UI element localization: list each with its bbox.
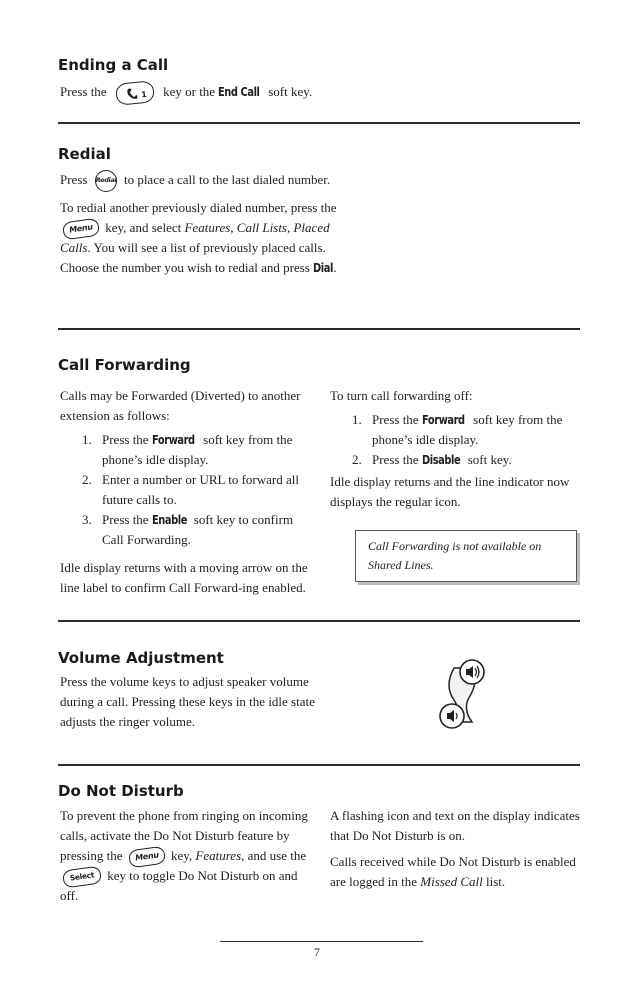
redial-p1-before: Press xyxy=(60,172,88,187)
step-text: Enter a number or URL to forward all future calls to. xyxy=(102,472,299,507)
redial-p1-after: to place a call to the last dialed number. xyxy=(123,172,331,187)
footer-rule xyxy=(220,941,423,942)
call-forwarding-off-intro: To turn call forwarding off: xyxy=(330,388,473,403)
step-text: soft key from the phone’s idle display. xyxy=(372,412,563,447)
step-text: soft key. xyxy=(467,452,512,467)
menu-key-label: Menu xyxy=(134,850,159,863)
redial-body xyxy=(60,170,340,278)
end-call-key-icon xyxy=(115,80,155,106)
dnd-p1-mid: key, xyxy=(170,848,193,863)
dnd-p1-after: key to toggle Do Not Disturb on and off. xyxy=(60,868,298,904)
ending-call-text-middle: key or the xyxy=(163,84,216,99)
step-text: Press the xyxy=(372,412,419,427)
call-forwarding-intro: Calls may be Forwarded (Diverted) to another extension as follows: xyxy=(60,388,301,423)
call-forwarding-right-column xyxy=(330,386,580,512)
redial-p2-before: To redial another previously dialed number, press the xyxy=(60,200,337,216)
volume-keys-icon xyxy=(432,656,492,732)
redial-p2-mid: key, and select xyxy=(105,220,182,236)
dnd-right-p2-after: list. xyxy=(485,874,506,889)
select-key-icon xyxy=(62,865,102,888)
step-text: Press the xyxy=(372,452,419,467)
call-forwarding-off-note: Idle display returns and the line indicator now displays the regular icon. xyxy=(330,474,570,509)
section-heading-call-forwarding: Call Forwarding xyxy=(58,356,191,374)
volume-text: Press the volume keys to adjust speaker volume during a call. Pressing these keys in the idle state adjusts the ringer volume. xyxy=(60,674,315,729)
forwarding-off-step xyxy=(352,450,580,470)
forward-softkey-label: Forward xyxy=(151,433,195,447)
dnd-p1-mid2: , and use the xyxy=(241,848,307,863)
dnd-right-p2 xyxy=(330,852,580,892)
step-number: 2. xyxy=(352,452,362,467)
section-divider xyxy=(58,328,580,330)
forwarding-on-steps xyxy=(82,430,315,550)
forwarding-step xyxy=(82,430,315,470)
step-text: Press the xyxy=(102,512,149,527)
redial-p2-after: . You will see a list of previously placed calls. Choose the number you wish to redial and press xyxy=(60,240,326,276)
section-divider xyxy=(58,764,580,766)
forwarding-off-step xyxy=(352,410,580,450)
enable-softkey-label: Enable xyxy=(151,513,187,527)
end-call-softkey-label: End Call xyxy=(218,85,260,99)
shared-lines-note-box xyxy=(355,530,577,582)
dnd-right-p2-before: Calls received while Do Not Disturb is enabled are logged in the xyxy=(330,854,576,889)
step-text: soft key from the phone’s idle display. xyxy=(102,432,293,467)
page-number: 7 xyxy=(314,945,320,959)
dnd-right-column xyxy=(330,806,580,892)
dnd-p1-before: To prevent the phone from ringing on incoming calls, activate the Do Not Disturb feature by pressing the xyxy=(60,808,308,863)
menu-key-label: Menu xyxy=(68,222,94,235)
forward-softkey-label: Forward xyxy=(421,413,465,427)
call-forwarding-idle-note: Idle display returns with a moving arrow on the line label to confirm Call Forward-ing enabled. xyxy=(60,560,308,595)
missed-call-list-label: Missed Call xyxy=(420,874,483,889)
section-divider xyxy=(58,620,580,622)
step-text: soft key to confirm Call Forwarding. xyxy=(102,512,294,547)
redial-key-icon xyxy=(95,170,117,192)
dnd-features-label: Features xyxy=(195,848,242,863)
disable-softkey-label: Disable xyxy=(421,453,461,467)
forwarding-step xyxy=(82,470,315,510)
section-heading-redial: Redial xyxy=(58,145,111,163)
section-divider xyxy=(58,122,580,124)
svg-text:1: 1 xyxy=(140,89,148,100)
shared-lines-note-text: Call Forwarding is not available on Shared Lines. xyxy=(368,539,542,572)
dnd-left-text xyxy=(60,806,315,906)
select-key-label: Select xyxy=(69,870,95,883)
call-forwarding-left-column xyxy=(60,386,315,598)
dial-softkey-label: Dial xyxy=(313,261,334,276)
step-number: 3. xyxy=(82,512,92,527)
redial-paragraph-2 xyxy=(60,198,340,278)
redial-menu-path: Features, Call Lists, Placed Calls xyxy=(60,220,330,256)
step-number: 1. xyxy=(82,432,92,447)
menu-key-icon xyxy=(62,218,100,241)
ending-call-text-after: soft key. xyxy=(268,84,313,99)
section-heading-volume: Volume Adjustment xyxy=(58,649,224,667)
section-heading-ending-call: Ending a Call xyxy=(58,56,169,74)
forwarding-step xyxy=(82,510,315,550)
dnd-right-p1: A flashing icon and text on the display indicates that Do Not Disturb is on. xyxy=(330,808,580,843)
menu-key-icon xyxy=(128,846,166,869)
step-text: Press the xyxy=(102,432,149,447)
forwarding-off-steps xyxy=(352,410,580,470)
redial-key-label: Redial xyxy=(95,176,117,185)
section-heading-dnd: Do Not Disturb xyxy=(58,782,184,800)
redial-paragraph-1 xyxy=(60,170,340,192)
ending-call-text-before: Press the xyxy=(60,84,107,99)
step-number: 2. xyxy=(82,472,92,487)
step-number: 1. xyxy=(352,412,362,427)
redial-p2-end: . xyxy=(333,260,337,276)
ending-call-text xyxy=(60,80,480,104)
